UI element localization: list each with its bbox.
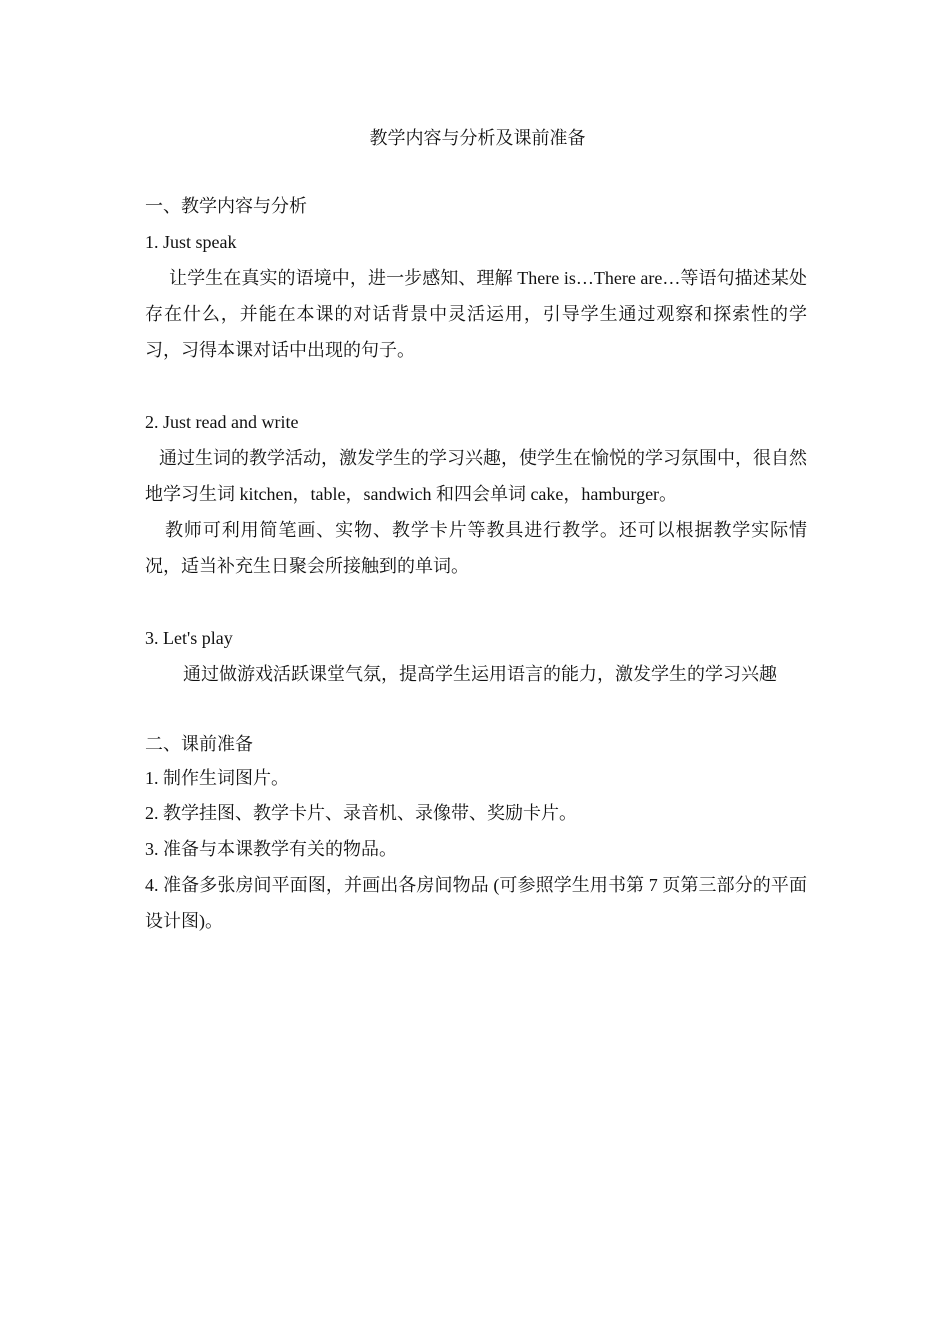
section2-heading: 二、课前准备 [145, 734, 253, 754]
item1-paragraph: 让学生在真实的语境中，进一步感知、理解 There is…There are…等语句描述某处存在什么，并能在本课的对话背景中灵活运用，引导学生通过观察和探索性的学习，习得本课对话中出现的句子。 [145, 268, 807, 360]
prep-item-4: 4. 准备多张房间平面图，并画出各房间物品 (可参照学生用书第 7 页第三部分的平面设计图)。 [145, 875, 807, 931]
item2-paragraph2: 教师可利用简笔画、实物、教学卡片等教具进行教学。还可以根据教学实际情况，适当补充生日聚会所接触到的单词。 [145, 520, 807, 576]
item3-heading: 3. Let's play [145, 628, 233, 648]
item1-heading: 1. Just speak [145, 232, 237, 252]
document-title: 教学内容与分析及课前准备 [369, 128, 586, 148]
item3-paragraph: 通过做游戏活跃课堂气氛，提高学生运用语言的能力，激发学生的学习兴趣 [183, 664, 777, 684]
prep-item-1: 1. 制作生词图片。 [145, 768, 289, 788]
prep-item-2: 2. 教学挂图、教学卡片、录音机、录像带、奖励卡片。 [145, 803, 577, 823]
item2-heading: 2. Just read and write [145, 412, 299, 432]
prep-item-3: 3. 准备与本课教学有关的物品。 [145, 839, 397, 859]
section1-heading: 一、教学内容与分析 [145, 196, 307, 216]
item2-paragraph1: 通过生词的教学活动，激发学生的学习兴趣，使学生在愉悦的学习氛围中，很自然地学习生词 kitchen，table，sandwich 和四会单词 cake，hamburger。 [145, 448, 807, 504]
